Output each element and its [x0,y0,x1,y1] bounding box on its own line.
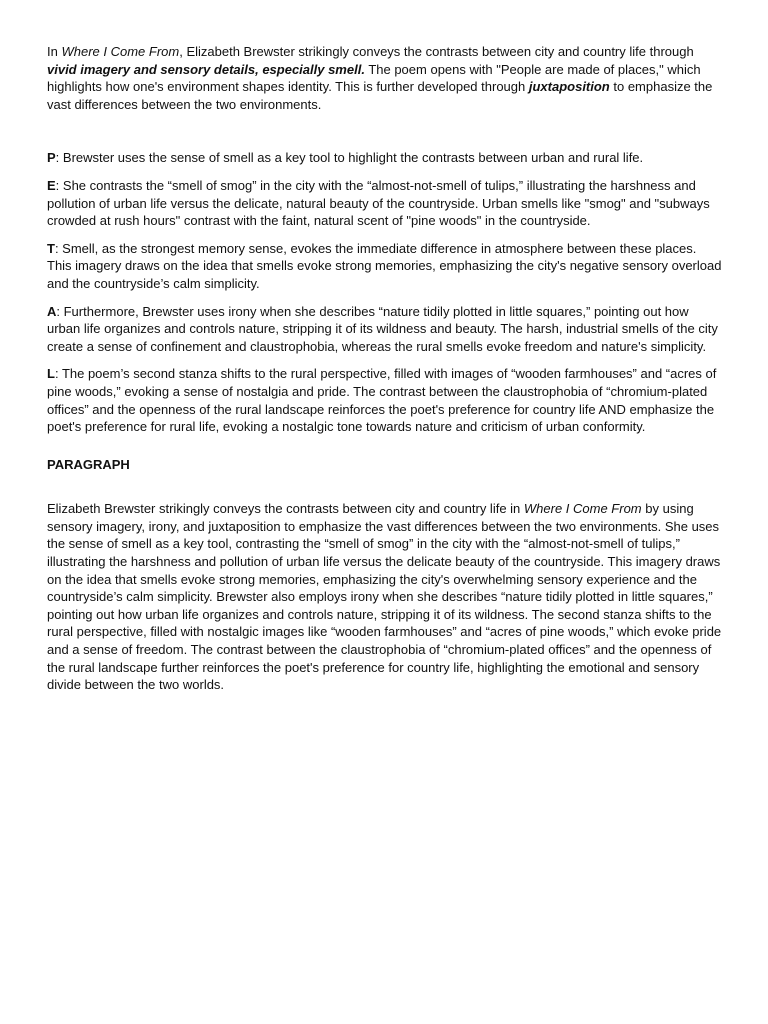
intro-emphasis-imagery: vivid imagery and sensory details, especially smell. [47,61,365,77]
peetal-text: : The poem’s second stanza shifts to the rural perspective, filled with images of “wooden farmhouses” and “acres of pine woods,” evoking a sense of nostalgia and pride. The contrast between the claustrophobia of “chromium-plated offices” and the openness of the rural landscape reinforces the poet's preference for country life AND emphasize the poet's preference for rural life, evoking a nostalgic tone towards nature and criticism of urban conformity. [47,366,717,435]
intro-emphasis-juxtaposition: juxtaposition [528,79,610,95]
paragraph-text-1: Elizabeth Brewster strikingly conveys the contrasts between city and country life in [47,501,524,517]
peetal-technique [47,240,723,293]
intro-text-4: to emphasize the vast differences between the two environments. [47,79,713,112]
peetal-evidence [47,177,723,230]
poem-title: Where I Come From [523,501,642,517]
peetal-point [47,149,723,167]
peetal-link [47,365,723,435]
poem-title: Where I Come From [61,44,180,59]
spacer [47,473,723,500]
peetal-text: : Brewster uses the sense of smell as a key tool to highlight the contrasts between urban and rural life. [55,150,644,166]
peetal-text: : Furthermore, Brewster uses irony when she describes “nature tidily plotted in little squares,” pointing out how urban life organizes and controls nature, stripping it of its wildness and beauty. The harsh, industrial smells of the city create a sense of confinement and claustrophobia, whereas the rural smells evoke freedom and nature's simplicity. [47,303,718,354]
peetal-label: L [47,366,55,382]
essay-paragraph [47,500,723,694]
intro-text-1: In [47,44,62,59]
document-page [47,43,723,704]
paragraph-text-2: by using sensory imagery, irony, and juxtaposition to emphasize the vast differences between the two environments. She uses the sense of smell as a key tool, contrasting the “smell of smog” in the city with the “almost-not-smell of tulips,” illustrating the harshness and pollution of urban life versus the delicate beauty of the countryside. This imagery draws on the idea that smells evoke strong memories, emphasizing the city's overwhelming sensory experience and the countryside’s calm simplicity. Brewster also employs irony when she describes “nature tidily plotted in little squares,” pointing out how urban life organizes and controls nature, stripping it of its wildness. The second stanza shifts to the rural perspective, filled with nostalgic images like “wooden farmhouses” and “acres of pine woods,” which evoke pride and a sense of freedom. The contrast between the claustrophobia of “chromium-plated offices” and the openness of the rural landscape further reinforces the poet's preference for country life, highlighting the emotional and sensory divide between the two worlds. [47,501,722,693]
intro-paragraph [47,43,723,113]
peetal-label: P [47,150,56,166]
section-heading: PARAGRAPH [47,456,130,472]
peetal-label: A [47,303,57,319]
peetal-label: E [47,177,56,193]
peetal-label: T [47,240,55,256]
peetal-text: : She contrasts the “smell of smog” in the city with the “almost-not-smell of tulips,” illustrating the harshness and pollution of urban life versus the delicate, natural beauty of the countryside. Urban smells like "smog" and "subways crowded at rush hours" contrast with the faint, natural scent of "pine woods" in the countryside. [47,177,710,229]
peetal-analysis [47,303,723,356]
intro-text-3: The poem opens with "People are made of places," which highlights how one's environment shapes identity. This is further developed through [47,61,701,95]
peetal-text: : Smell, as the strongest memory sense, evokes the immediate difference in atmosphere between these places. This imagery draws on the idea that smells evoke strong memories, emphasizing the city's negative sensory overload and the countryside’s calm simplicity. [47,240,722,291]
intro-text-2: , Elizabeth Brewster strikingly conveys the contrasts between city and country life through [179,44,694,59]
spacer [47,113,723,149]
